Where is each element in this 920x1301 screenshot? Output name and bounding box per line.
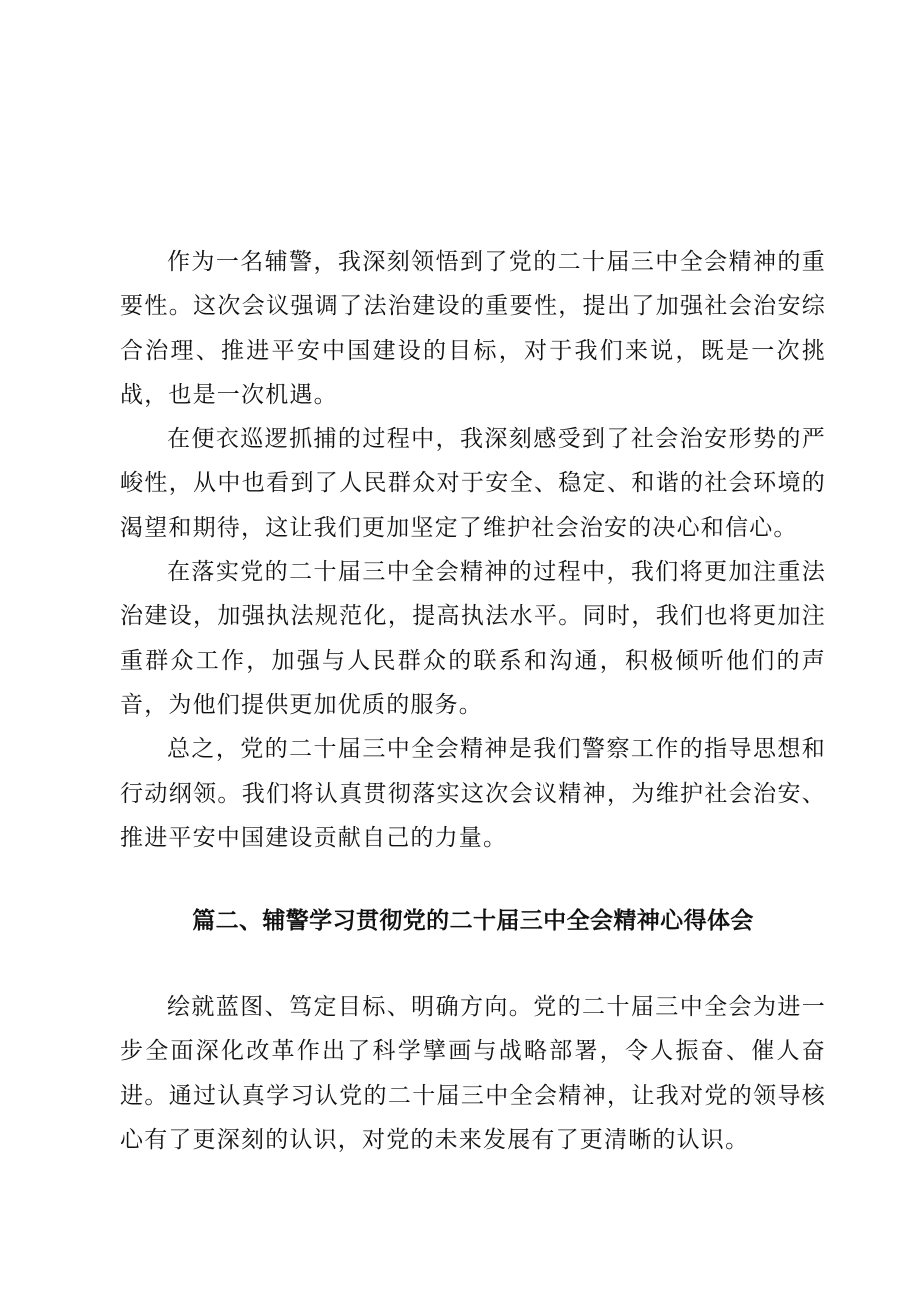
section-heading: 篇二、辅警学习贯彻党的二十届三中全会精神心得体会 (192, 908, 754, 934)
body-paragraph: 在便衣巡逻抓捕的过程中，我深刻感受到了社会治安形势的严峻性，从中也看到了人民群众对于安全、稳定、和谐的社会环境的渴望和期待，这让我们更加坚定了维护社会治安的决心和信心。 (120, 426, 826, 541)
body-paragraph: 作为一名辅警，我深刻领悟到了党的二十届三中全会精神的重要性。这次会议强调了法治建设的重要性，提出了加强社会治安综合治理、推进平安中国建设的目标，对于我们来说，既是一次挑战，也是一次机遇。 (120, 249, 826, 408)
body-paragraph: 总之，党的二十届三中全会精神是我们警察工作的指导思想和行动纲领。我们将认真贯彻落实这次会议精神，为维护社会治安、推进平安中国建设贡献自己的力量。 (120, 736, 826, 851)
body-paragraph: 在落实党的二十届三中全会精神的过程中，我们将更加注重法治建设，加强执法规范化，提高执法水平。同时，我们也将更加注重群众工作，加强与人民群众的联系和沟通，积极倾听他们的声音，为他们提供更加优质的服务。 (120, 559, 826, 718)
part-two-body (120, 985, 826, 1162)
body-paragraph: 绘就蓝图、笃定目标、明确方向。党的二十届三中全会为进一步全面深化改革作出了科学擘画与战略部署，令人振奋、催人奋进。通过认真学习认党的二十届三中全会精神，让我对党的领导核心有了更深刻的认识，对党的未来发展有了更清晰的认识。 (120, 994, 826, 1153)
part-one-body (120, 240, 826, 860)
